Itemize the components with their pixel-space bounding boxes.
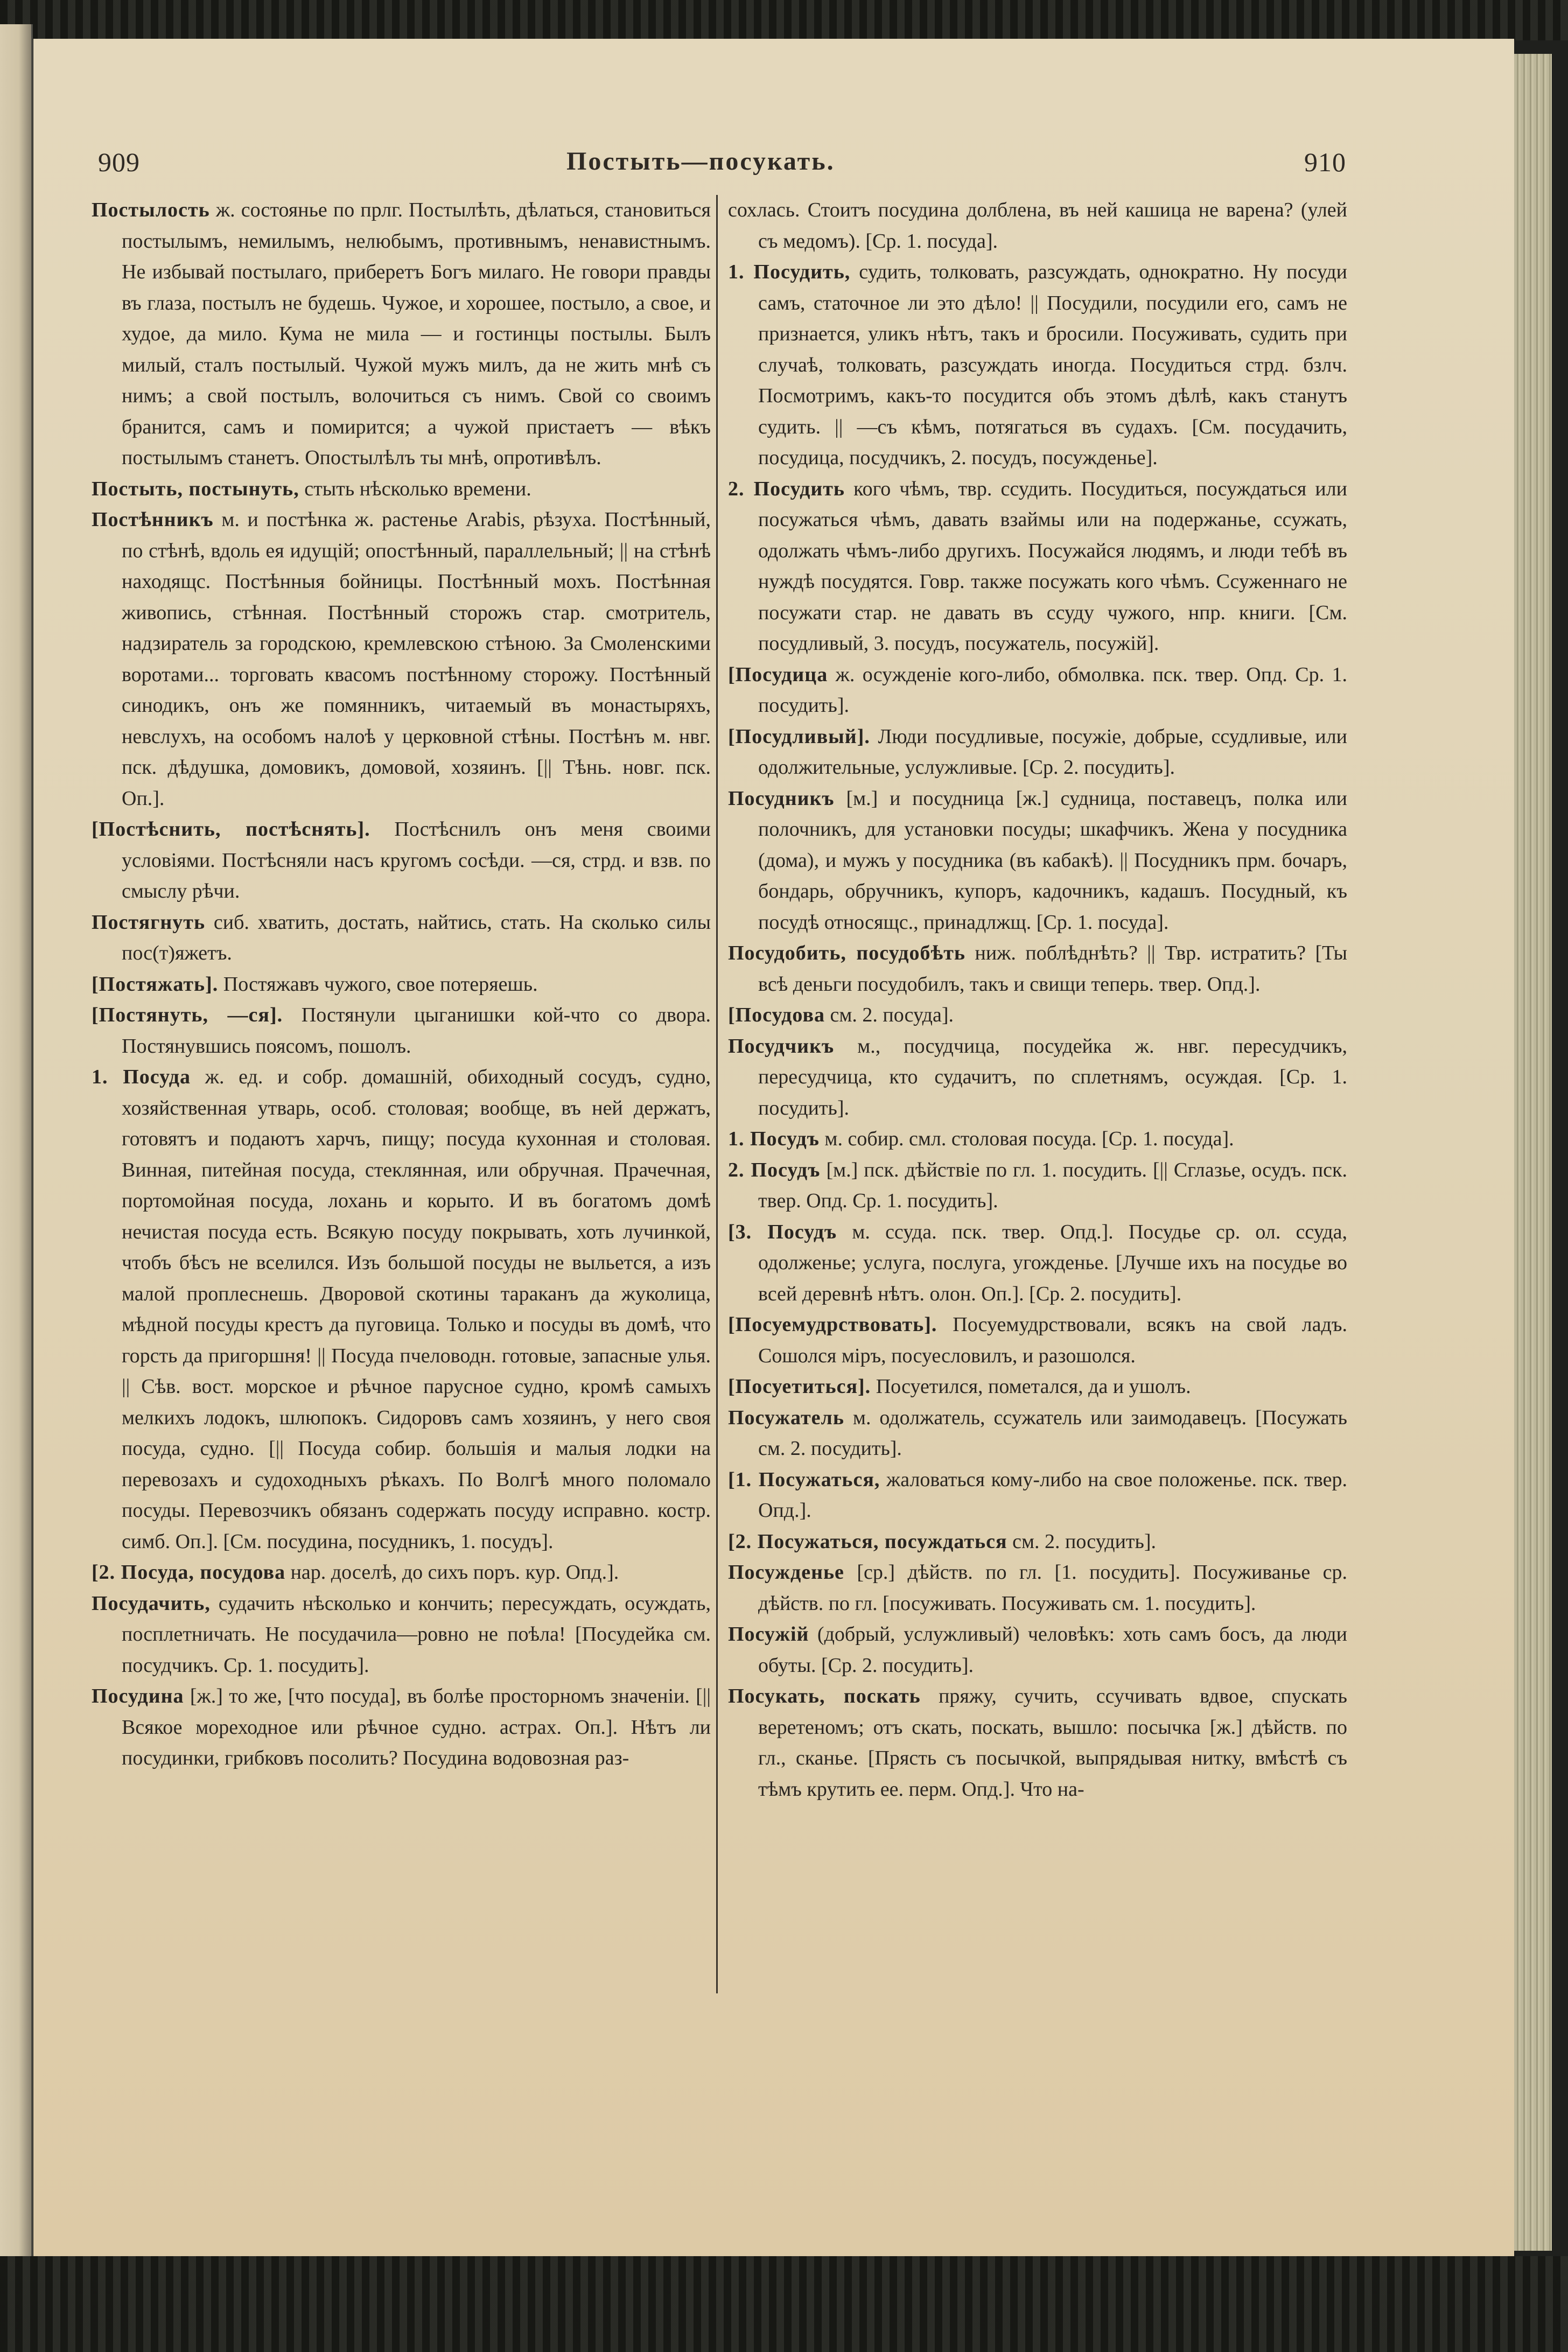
entry-headword: Постылость xyxy=(92,199,210,221)
entry-definition: [ж.] то же, [что посуда], въ болѣе просторномъ значенiи. [|| Всякое мореходное или рѣчное судно. астрах. Оп.]. Нѣтъ ли посудинки, грибковъ посолить? Посудина водовозная раз- xyxy=(122,1685,711,1769)
background-fabric-bottom xyxy=(0,2256,1568,2352)
entry-definition: м., посудчица, посудейка ж. нвг. пересудчикъ, пересудчица, кто судачитъ, по сплетнямъ, осуждая. [Ср. 1. посудить]. xyxy=(758,1034,1348,1119)
entry-headword: 2. Посудить xyxy=(728,477,845,500)
dictionary-entry xyxy=(728,660,1347,722)
entry-definition: судить, толковать, разсуждать, однократно. Ну посуди самъ, статочное ли это дѣло! || Посудили, посудили его, самъ не признается, уликъ нѣтъ, такъ и бросили. Посуживать, судить при случаѣ, толковать, разсуждать иногда. Посудиться стрд. бзлч. Посмотримъ, какъ-то посудится объ этомъ дѣлѣ, какъ станутъ судить. || —съ кѣмъ, потягаться въ судахъ. [См. посудачить, посудица, посудчикъ, 2. посудъ, посужденье]. xyxy=(758,261,1347,469)
entry-headword: 1. Посуда xyxy=(92,1066,191,1088)
dictionary-entry xyxy=(728,1619,1347,1681)
entry-definition: Постѣснилъ онъ меня своими условiями. Постѣсняли насъ кругомъ сосѣди. —ся, стрд. и взв. по смыслу рѣчи. xyxy=(122,818,711,902)
entry-headword: Посудникъ xyxy=(728,787,835,810)
entry-headword: Посукать, поскать xyxy=(728,1685,921,1707)
entry-headword: [Посуетиться]. xyxy=(728,1375,871,1398)
entry-definition: см. 2. посуда]. xyxy=(830,1004,954,1026)
dictionary-entry xyxy=(728,1124,1347,1155)
entry-definition: ж. ед. и собр. домашнiй, обиходный сосудъ, судно, хозяйственная утварь, особ. столовая; вообще, въ ней держатъ, готовятъ и подаютъ харчъ, пищу; посуда кухонная и столовая. Винная, питейная посуда, стеклянная, или обручная. Прачечная, портомойная посуда, лохань и корыто. И въ богатомъ домѣ нечистая посуда есть. Всякую посуду покрывать, хоть лучинкой, чтобъ бѣсъ не вселился. Изъ большой посуды не выльется, а изъ малой проплеснешь. Дворовой скотины тараканъ да жуколица, мѣдной посуды крестъ да пуговица. Только и посуды въ домѣ, что горсть да пригоршня! || Посуда пчеловодн. готовые, запасные улья. || Сѣв. вост. морское и рѣчное парусное судно, кромѣ самыхъ мелкихъ лодокъ, шлюпокъ. Сидоровъ самъ хозяинъ, у него своя посуда, судно. [|| Посуда собир. большiя и малыя лодки на перевозахъ и судоходныхъ рѣкахъ. По Волгѣ много поломало посуды. Перевозчикъ обязанъ содержать посуду исправно. костр. симб. Оп.]. [См. посудина, посудникъ, 1. посудъ]. xyxy=(122,1066,711,1553)
dictionary-entry xyxy=(728,938,1347,1000)
right-column xyxy=(728,195,1347,1805)
dictionary-entry xyxy=(728,1371,1347,1403)
entry-headword: [Посудливый]. xyxy=(728,725,870,748)
dictionary-entry xyxy=(728,1681,1347,1805)
entry-definition: судачить нѣсколько и кончить; пересуждать, осуждать, посплетничать. Не посудачила—ровно не поѣла! [Посудейка см. посудчикъ. Ср. 1. посудить]. xyxy=(122,1592,711,1677)
dictionary-entry xyxy=(728,1000,1347,1031)
entry-definition: Постянули цыганишки кой-что со двора. Постянувшись поясомъ, пошолъ. xyxy=(122,1004,711,1058)
entry-headword: 2. Посудъ xyxy=(728,1158,821,1181)
entry-definition: [м.] пск. дѣйствiе по гл. 1. посудить. [|| Сглазье, осудъ. пск. твер. Опд. Ср. 1. посудить]. xyxy=(758,1158,1348,1212)
entry-headword: Постягнуть xyxy=(92,911,206,934)
entry-definition: ниж. поблѣднѣть? || Твр. истратить? [Ты всѣ деньги посудобилъ, такъ и свищи теперь. твер. Опд.]. xyxy=(758,942,1348,996)
dictionary-entry xyxy=(728,257,1347,474)
dictionary-entry xyxy=(728,1527,1347,1558)
entry-headword: Посужiй xyxy=(728,1623,809,1646)
entry-definition: пряжу, сучить, ссучивать вдвое, спускать веретеномъ; отъ скать, поскать, вышло: посычка [ж.] дѣйств. по гл., сканье. [Прясть съ посычкой, выпрядывая нитку, вмѣстѣ съ тѣмъ крутить ее. перм. Опд.]. Что на- xyxy=(758,1685,1347,1801)
entry-definition: м. одолжатель, ссужатель или заимодавецъ. [Посужать см. 2. посудить]. xyxy=(758,1406,1347,1460)
entry-definition: ж. осужденiе кого-либо, обмолвка. пск. твер. Опд. Ср. 1. посудить]. xyxy=(758,663,1347,717)
entry-definition: ж. состоянье по прлг. Постылѣть, дѣлаться, становиться постылымъ, немилымъ, нелюбымъ, противнымъ, ненавистнымъ. Не избывай постылаго, приберетъ Богъ милаго. Не говори правды въ глаза, постылъ не будешь. Чужое, и хорошее, постыло, а свое, и худое, да мило. Кума не мила — и гостинцы постылы. Былъ милый, сталъ постылый. Чужой мужъ милъ, да не жить мнѣ съ нимъ; а свой постылъ, волочиться съ нимъ. Свой со своимъ бранится, самъ и помирится; а чужой пристаетъ — вѣкъ постылымъ станетъ. Опостылѣлъ ты мнѣ, опротивѣлъ. xyxy=(122,199,711,469)
entry-headword: 1. Посудить, xyxy=(728,261,851,283)
dictionary-entry xyxy=(728,474,1347,660)
entry-headword: Посужденье xyxy=(728,1561,844,1584)
entry-headword: [Посудова xyxy=(728,1004,825,1026)
entry-definition: Посуетился, пометался, да и ушолъ. xyxy=(876,1375,1191,1398)
dictionary-entry xyxy=(728,1403,1347,1465)
entry-headword: Посудачить, xyxy=(92,1592,211,1615)
entry-definition: Постяжавъ чужого, свое потеряешь. xyxy=(223,972,538,996)
dictionary-entry xyxy=(728,1155,1347,1217)
entry-headword: [Посудица xyxy=(728,663,828,686)
dictionary-entry xyxy=(728,722,1347,783)
entry-definition: [м.] и посудница [ж.] судница, поставецъ, полка или полочникъ, для установки посуды; шкафчикъ. Жена у посудника (дома), и мужъ у посудника (въ кабакѣ). || Посудникъ прм. бочаръ, бондарь, обручникъ, купоръ, кадочникъ, кадашъ. Посудный, къ посудѣ относящс., принадлжщ. [Ср. 1. посуда]. xyxy=(758,787,1347,934)
entry-headword: 1. Посудъ xyxy=(728,1128,820,1150)
entry-headword: [Постяжать]. xyxy=(92,972,219,996)
entry-headword: Постыть, постынуть, xyxy=(92,477,299,500)
entry-definition: жаловаться кому-либо на свое положенье. пск. твер. Опд.]. xyxy=(758,1468,1348,1522)
entry-headword: [Постѣснить, постѣснять]. xyxy=(92,818,370,841)
entry-definition: м. и постѣнка ж. растенье Arabis, рѣзуха. Постѣнный, по стѣнѣ, вдоль ея идущiй; опостѣнный, параллельный; || на стѣнѣ находящс. Постѣнныя бойницы. Постѣнный мохъ. Постѣнная живопись, стѣнная. Постѣнный сторожъ стар. смотритель, надзиратель за городскою, кремлевскою стѣною. За Смоленскими воротами... торговать квасомъ постѣнному сторожу. Постѣнный синодикъ, онъ же помянникъ, читаемый въ монастыряхъ, невслухъ, на особомъ налоѣ у церковной стѣны. Постѣнъ м. нвг. пск. дѣдушка, домовикъ, домовой, хозяинъ. [|| Тѣнь. новг. пск. Оп.]. xyxy=(122,508,711,810)
entry-definition: сиб. хватить, достать, найтись, стать. На сколько силы пос(т)яжетъ. xyxy=(122,911,711,964)
dictionary-entry xyxy=(728,783,1347,939)
background-fabric-top xyxy=(0,0,1568,40)
entry-definition: сохлась. Стоитъ посудина долблена, въ ней кашица не варена? (улей съ медомъ). [Ср. 1. посуда]. xyxy=(728,199,1347,253)
dictionary-entry xyxy=(92,969,711,1000)
entry-headword: Посудобить, посудобѣть xyxy=(728,942,966,964)
entry-definition: нар. доселѣ, до сихъ поръ. кур. Опд.]. xyxy=(290,1561,619,1584)
dictionary-entry xyxy=(728,1557,1347,1619)
entry-headword: [Постянуть, —ся]. xyxy=(92,1004,283,1026)
dictionary-entry xyxy=(92,1588,711,1682)
running-title: Постыть—посукать. xyxy=(566,147,835,176)
page-stack-edge xyxy=(1513,54,1552,2251)
dictionary-entry xyxy=(728,195,1347,257)
dictionary-entry xyxy=(728,1217,1347,1310)
entry-definition: стыть нѣсколько времени. xyxy=(304,477,531,500)
running-head xyxy=(33,146,1514,190)
dictionary-entry xyxy=(92,195,711,474)
page-number-right: 910 xyxy=(1304,147,1346,177)
page-number-left: 909 xyxy=(98,147,140,177)
entry-definition: (добрый, услужливый) человѣкъ: хоть самъ босъ, да люди обуты. [Ср. 2. посудить]. xyxy=(758,1623,1347,1677)
dictionary-entry xyxy=(92,1557,711,1588)
entry-definition: [ср.] дѣйств. по гл. [1. посудить]. Посуживанье ср. дѣйств. по гл. [посуживать. Посуживать см. 1. посудить]. xyxy=(758,1561,1347,1615)
dictionary-entry xyxy=(728,1031,1347,1124)
column-divider xyxy=(716,195,718,1993)
entry-headword: Посужатель xyxy=(728,1406,844,1429)
dictionary-entry xyxy=(92,907,711,969)
entry-definition: кого чѣмъ, твр. ссудить. Посудиться, посуждаться или посужаться чѣмъ, давать взаймы или на подержанье, ссужать, одолжать чѣмъ-либо другихъ. Посужайся людямъ, и люди тебѣ въ нуждѣ посудятся. Говр. также посужать кого чѣмъ. Ссуженнаго не посужати стар. не давать въ ссуду чужого, нпр. книги. [См. посудливый, 3. посудъ, посужатель, посужiй]. xyxy=(758,477,1347,655)
entry-headword: Посудина xyxy=(92,1685,184,1707)
dictionary-page xyxy=(33,39,1514,2257)
dictionary-entry xyxy=(92,505,711,814)
entry-headword: [1. Посужаться, xyxy=(728,1468,880,1491)
dictionary-entry xyxy=(92,1062,711,1557)
entry-definition: м. собир. смл. столовая посуда. [Ср. 1. посуда]. xyxy=(824,1128,1234,1150)
entry-definition: см. 2. посудить]. xyxy=(1012,1530,1157,1553)
dictionary-entry xyxy=(92,474,711,505)
left-column xyxy=(92,195,711,1774)
entry-headword: [3. Посудъ xyxy=(728,1220,837,1243)
previous-page-edge xyxy=(0,24,33,2259)
dictionary-entry xyxy=(92,1681,711,1774)
entry-headword: [Посуемудрствовать]. xyxy=(728,1313,937,1336)
dictionary-entry xyxy=(92,814,711,907)
entry-definition: Посуемудрствовали, всякъ на свой ладъ. Сошолся мiръ, посуесловилъ, и разошолся. xyxy=(758,1313,1347,1367)
entry-definition: м. ссуда. пск. твер. Опд.]. Посудье ср. ол. ссуда, одолженье; услуга, послуга, угожденье. [Лучше ихъ на посудье во всей деревнѣ нѣтъ. олон. Оп.]. [Ср. 2. посудить]. xyxy=(758,1220,1348,1305)
dictionary-entry xyxy=(728,1465,1347,1527)
entry-definition: Люди посудливые, посужiе, добрые, ссудливые, или одолжительные, услужливые. [Ср. 2. посудить]. xyxy=(758,725,1348,779)
entry-headword: Постѣнникъ xyxy=(92,508,214,531)
dictionary-entry xyxy=(728,1310,1347,1371)
dictionary-entry xyxy=(92,1000,711,1062)
entry-headword: [2. Посужаться, посуждаться xyxy=(728,1530,1007,1553)
entry-headword: [2. Посуда, посудова xyxy=(92,1561,286,1584)
entry-headword: Посудчикъ xyxy=(728,1034,835,1058)
